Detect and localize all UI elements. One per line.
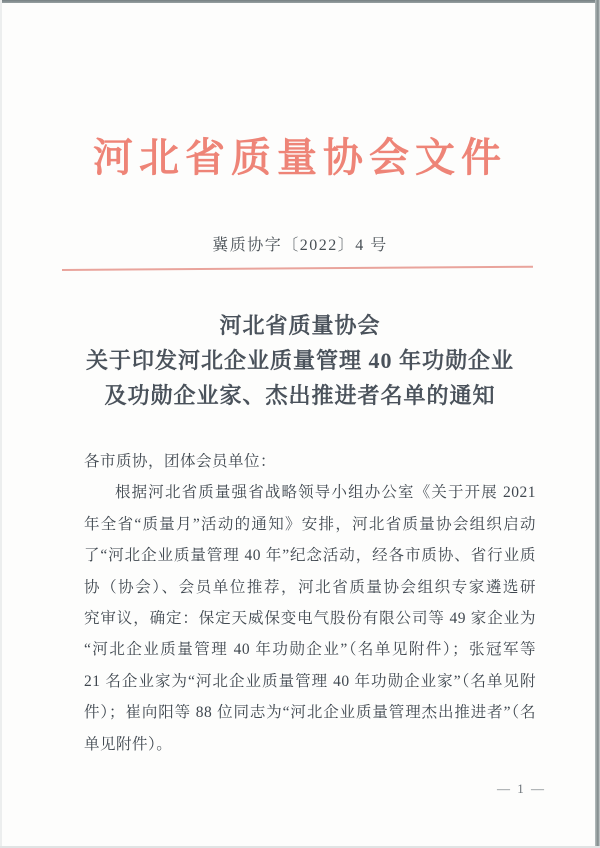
document-title <box>0 308 600 413</box>
body-line: 年全省“质量月”活动的通知》安排，河北省质量协会组织启动 <box>84 515 536 533</box>
red-separator-line <box>62 266 533 271</box>
salutation: 各市质协，团体会员单位： <box>84 453 277 470</box>
body-line: 究审议，确定：保定天威保变电气股份有限公司等 49 家企业为 <box>84 609 536 627</box>
document-title-line-2: 关于印发河北企业质量管理 40 年功勋企业 <box>85 348 514 373</box>
document-body <box>84 446 536 760</box>
body-line: 单见附件）。 <box>84 735 173 753</box>
body-line: 了“河北企业质量管理 40 年”纪念活动，经各市质协、省行业质 <box>84 547 536 565</box>
scan-edge-top <box>0 0 600 3</box>
body-line: 根据河北省质量强省战略领导小组办公室《关于开展 2021 <box>115 484 536 502</box>
document-number: 冀质协字〔2022〕4 号 <box>212 237 388 254</box>
page-number: — 1 — <box>497 781 546 796</box>
body-line: 21 名企业家为“河北企业质量管理 40 年功勋企业家”（名单见附 <box>84 672 536 690</box>
scan-edge-left <box>0 0 2 848</box>
document-title-line-1: 河北省质量协会 <box>219 313 381 338</box>
body-line: 件）；崔向阳等 88 位同志为“河北企业质量管理杰出推进者”（名 <box>84 704 536 722</box>
body-line: “河北企业质量管理 40 年功勋企业”（名单见附件）；张冠军等 <box>84 641 536 659</box>
document-title-line-3: 及功勋企业家、杰出推进者名单的通知 <box>104 383 496 408</box>
scan-edge-right <box>595 0 600 848</box>
letterhead-title: 河北省质量协会文件 <box>93 135 507 180</box>
body-line: 协（协会）、会员单位推荐，河北省质量协会组织专家遴选研 <box>84 578 536 596</box>
